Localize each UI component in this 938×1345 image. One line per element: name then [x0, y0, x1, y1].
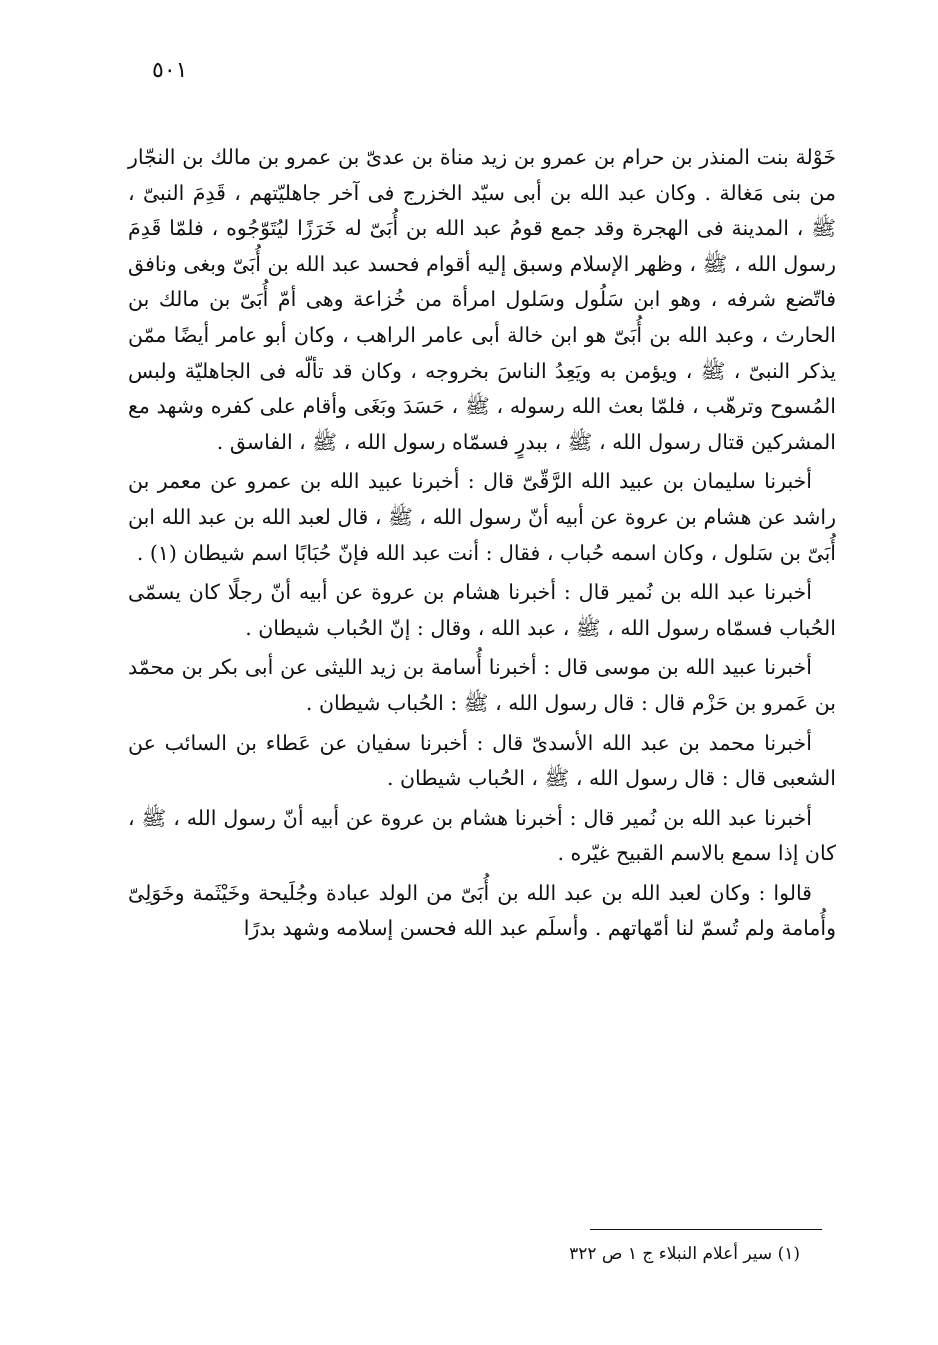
paragraph-hadith-2: أخبرنا عبد الله بن نُمير قال : أخبرنا هشام بن عروة عن أبيه أنّ رجلًا كان يسمّى الحُباب فسمّاه رسول الله ، ﷺ ، عبد الله ، وقال : إنّ الحُباب شيطان .	[128, 580, 836, 640]
paragraph-children: قالوا : وكان لعبد الله بن عبد الله بن أُبَىّ من الولد عبادة وجُلَيحة وخَيْثَمة وخَوَلِىّ وأُمامة ولم تُسمّ لنا أمّهاتهم . وأسلَم عبد الله فحسن إسلامه وشهد بدرًا	[128, 880, 836, 941]
paragraph-hadith-3: أخبرنا عبيد الله بن موسى قال : أخبرنا أُسامة بن زيد الليثى عن أبى بكر بن محمّد بن عَمرو بن حَزْم قال : قال رسول الله ، ﷺ : الحُباب شيطان .	[128, 655, 836, 715]
body-text	[128, 140, 836, 947]
page-number: ٥٠١	[152, 58, 188, 83]
paragraph-hadith-4: أخبرنا محمد بن عبد الله الأسدىّ قال : أخبرنا سفيان عن عَطاء بن السائب عن الشعبى قال : قال رسول الله ، ﷺ ، الحُباب شيطان .	[128, 730, 836, 791]
footnote: (١) سير أعلام النبلاء ج ١ ص ٣٢٢	[569, 1244, 800, 1264]
paragraph-lineage: خَوْلة بنت المنذر بن حرام بن عمرو بن زيد مناة بن عدىّ بن عمرو بن مالك بن النجّار من بنى مَغالة . وكان عبد الله بن أبى سيّد الخزرج فى آخر جاهليّتهم ، قَدِمَ النبىّ ، ﷺ ، المدينة فى الهجرة وقد جمع قومُ عبد الله بن أُبَىّ له خَرَزًا ليُتَوّجُوه ، فلمّا قَدِمَ رسول الله ، ﷺ ، وظهر الإسلام وسبق إليه أقوام فحسد عبد الله بن أُبَىّ وبغى ونافق فاتّضع شرفه ، وهو ابن سَلُول وسَلول امرأة من خُزاعة وهى أمّ أُبَىّ بن مالك بن الحارث ، وعبد الله بن أُبَىّ هو ابن خالة أبى عامر الراهب ، وكان أبو عامر أيضًا ممّن يذكر النبىّ ، ﷺ ، ويؤمن به ويَعِدُ الناسَ بخروجه ، وكان قد تألّه فى الجاهليّة ولبس المُسوح وترهّب ، فلمّا بعث الله رسوله ، ﷺ ، حَسَدَ وبَغَى وأقام على كفره وشهد مع المشركين قتال رسول الله ، ﷺ ، ببدرٍ فسمّاه رسول الله ، ﷺ ، الفاسق .	[128, 145, 836, 454]
paragraph-hadith-5: أخبرنا عبد الله بن نُمير قال : أخبرنا هشام بن عروة عن أبيه أنّ رسول الله ، ﷺ ، كان إذا سمع بالاسم القبيح غيّره .	[128, 805, 836, 866]
footnote-divider	[590, 1229, 822, 1230]
paragraph-hadith-1: أخبرنا سليمان بن عبيد الله الرَّقّىّ قال : أخبرنا عبيد الله بن عمرو عن معمر بن راشد عن هشام بن عروة عن أبيه أنّ رسول الله ، ﷺ ، قال لعبد الله بن عبد الله ابن أُبَىّ بن سَلول ، وكان اسمه حُباب ، فقال : أنت عبد الله فإنّ حُبَابًا اسم شيطان (١) .	[128, 469, 836, 565]
